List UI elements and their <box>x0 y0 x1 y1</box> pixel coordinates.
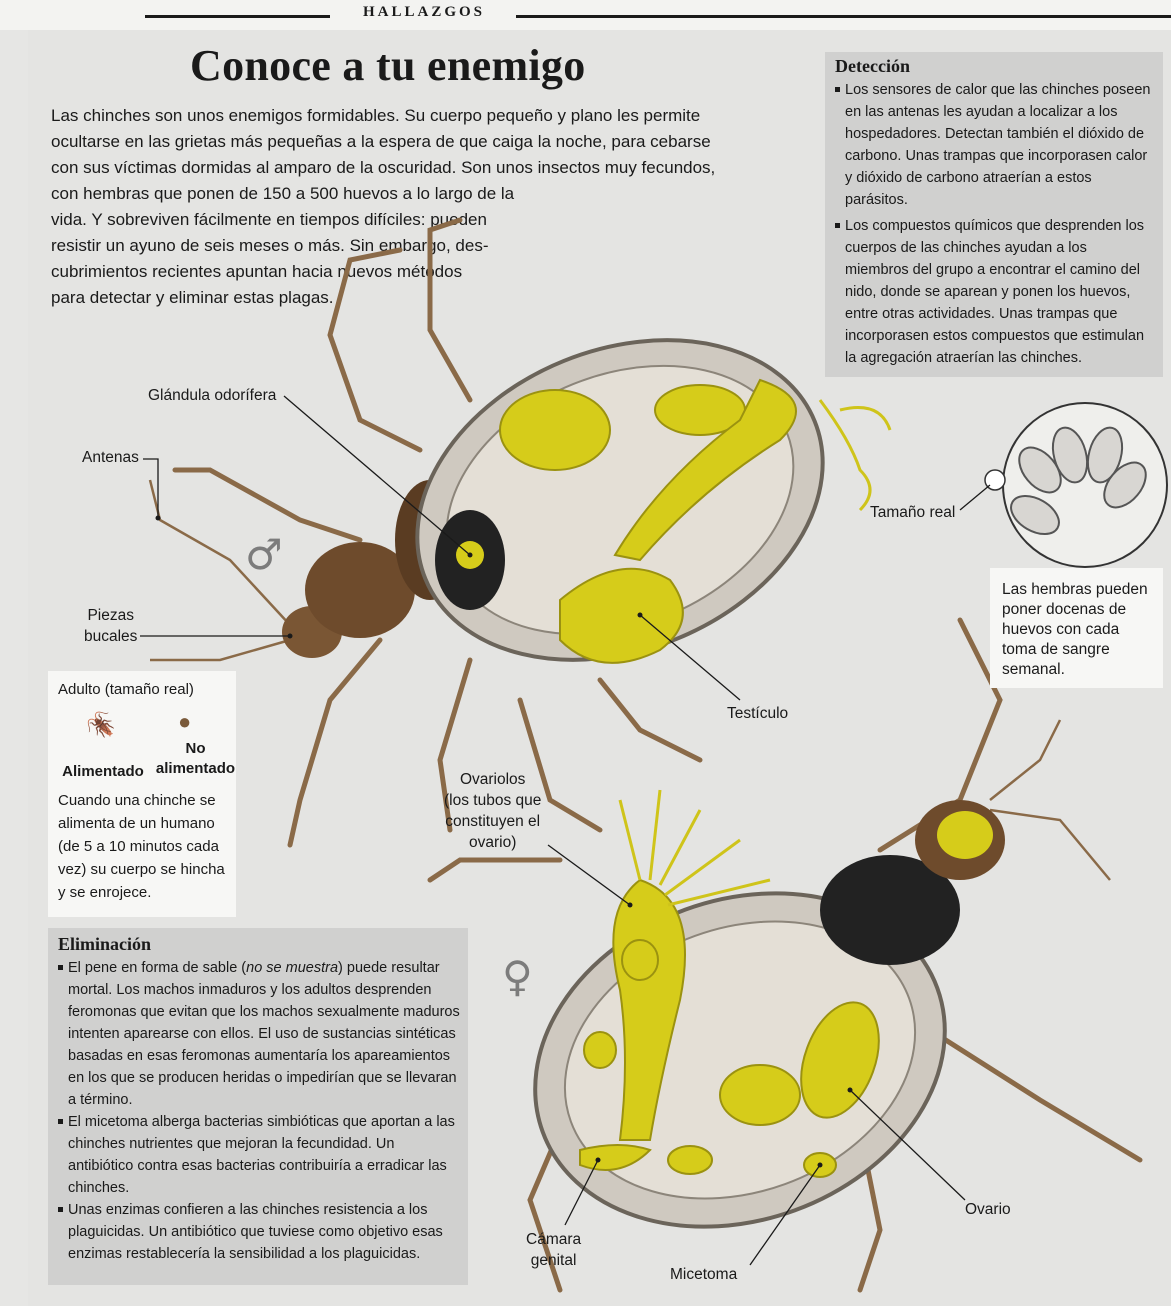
gland-label: Glándula odorífera <box>148 387 277 404</box>
intro-line: cubrimientos recientes apuntan hacia nuevos métodos <box>51 262 463 281</box>
page-title: Conoce a tu enemigo <box>190 41 586 90</box>
adult-size-box <box>48 671 236 917</box>
adult-header: Adulto (tamaño real) <box>58 681 194 698</box>
male-ducts <box>820 400 890 510</box>
elimination-list <box>58 957 460 1265</box>
antenna-label: Antenas <box>82 449 139 466</box>
fed-bug-icon: 🪳 <box>86 712 116 739</box>
intro-line: con sus víctimas dormidas al amparo de la oscuridad. Son unos insectos muy fecundos, <box>51 158 716 177</box>
detection-item: Los compuestos químicos que desprenden los cuerpos de las chinches ayudan a los miembros del grupo a encontrar el camino del nido, donde se aparean y ponen los huevos, entre otras actividades. Unas trampas que incorporasen estos compuestos que estimulan la agregación atraerían las chinches. <box>835 215 1153 369</box>
section-label: HALLAZGOS <box>362 4 486 20</box>
male-symbol: ♂ <box>245 530 283 579</box>
intro-line: para detectar y eliminar estas plagas. <box>51 288 334 307</box>
mouthparts-label: Piezas bucales <box>84 607 138 645</box>
ovarioles-label: Ovariolos (los tubos que constituyen el ovario) <box>444 771 542 851</box>
adult-icons <box>58 701 236 781</box>
elimination-item: El micetoma alberga bacterias simbióticas que aportan a las chinches nutrientes que mejoran la fecundidad. Un antibiótico contra esas bacterias contribuiría a erradicar las chinches. <box>58 1111 460 1199</box>
eggs-box: Las hembras pueden poner docenas de huevos con cada toma de sangre semanal. <box>990 568 1163 688</box>
elimination-item: El pene en forma de sable (no se muestra) puede resultar mortal. Los machos inmaduros y los adultos desprenden feromonas que evitan que los machos sexualmente maduros intenten aparearse con ellos. El uso de sustancias sintéticas basadas en esas feromonas aumentaría los apareamientos en los que se producen heridas o impedirían que se llevaran a término. <box>58 957 460 1111</box>
female-head-organ <box>937 811 993 859</box>
adult-description: Cuando una chinche se alimenta de un humano (de 5 a 10 minutos cada vez) su cuerpo se hincha y se enrojece. <box>58 792 225 901</box>
female-antennae <box>990 720 1110 880</box>
fed-label: Alimentado <box>62 763 144 780</box>
unfed-bug-icon: ● <box>178 709 192 734</box>
intro-line: vida. Y sobreviven fácilmente en tiempos difíciles: pueden <box>51 210 487 229</box>
detection-list <box>835 79 1153 369</box>
ovary-label: Ovario <box>965 1201 1011 1218</box>
intro-line: con hembras que ponen de 150 a 500 huevos a lo largo de la <box>51 184 515 203</box>
not-fed-label: No alimentado <box>155 740 236 777</box>
detection-title: Detección <box>835 56 910 76</box>
real-size-label: Tamaño real <box>870 504 956 521</box>
genital-chamber-label: Cámara genital <box>526 1231 582 1269</box>
elimination-box <box>48 928 468 1285</box>
elimination-title: Eliminación <box>58 934 152 954</box>
mycetome-label: Micetoma <box>670 1266 738 1283</box>
intro-line: resistir un ayuno de seis meses o más. Sin embargo, des- <box>51 236 489 255</box>
testis-label: Testículo <box>727 705 789 722</box>
female-symbol: ♀ <box>502 952 533 1001</box>
intro-line: Las chinches son unos enemigos formidables. Su cuerpo pequeño y plano les permite <box>51 106 701 125</box>
detection-box <box>825 52 1163 377</box>
detection-item: Los sensores de calor que las chinches poseen en las antenas les ayudan a localizar a los hospedadores. Detectan también el dióxido de carbono. Unas trampas que incorporasen calor y dióxido de carbono atraerían a estos parásitos. <box>835 79 1153 211</box>
intro-line: ocultarse en las grietas más pequeñas a la espera de que caiga la noche, para cebarse <box>51 132 711 151</box>
elimination-item: Unas enzimas confieren a las chinches resistencia a los plaguicidas. Un antibiótico que tuviese como objetivo esas enzimas restablecería la sensibilidad a los plaguicidas. <box>58 1199 460 1265</box>
